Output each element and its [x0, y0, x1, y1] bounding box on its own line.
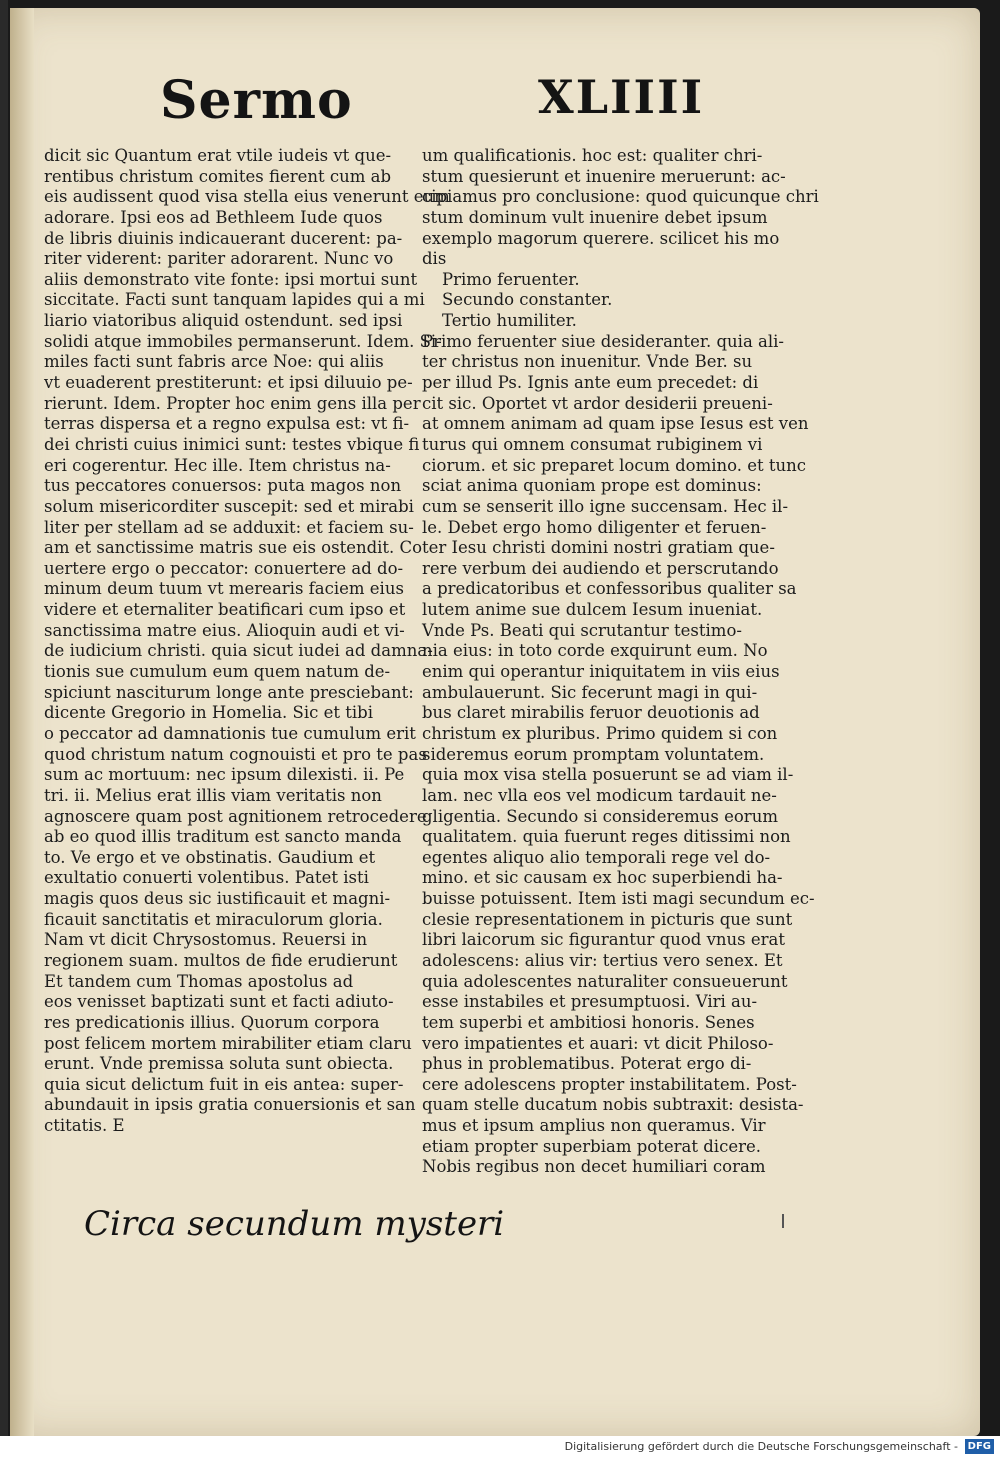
text-line: minum deum tuum vt merearis faciem eius — [44, 579, 404, 599]
text-line: de iudicium christi. quia sicut iudei ad damna- — [44, 641, 433, 661]
text-line: dicit sic Quantum erat vtile iudeis vt que- — [44, 146, 392, 165]
text-line: a predicatoribus et confessoribus qualiter sa — [422, 579, 797, 599]
text-line: agnoscere quam post agnitionem retrocedere — [44, 806, 427, 826]
footer-bar — [0, 1436, 1000, 1458]
text-line: to. Ve ergo et ve obstinatis. Gaudium et — [44, 847, 376, 867]
text-line: terras dispersa et a regno expulsa est: vt fi- — [44, 414, 410, 434]
text-line: lam. nec vlla eos vel modicum tardauit ne- — [422, 785, 777, 805]
text-line: siccitate. Facti sunt tanquam lapides qui a mi — [44, 290, 425, 310]
text-line: lutem anime sue dulcem Iesum inueniat. — [422, 600, 763, 620]
text-line: phus in problematibus. Poterat ergo di- — [422, 1054, 752, 1074]
running-head-left: Sermo — [160, 70, 353, 131]
text-line: eos venisset baptizati sunt et facti adiuto- — [44, 992, 394, 1012]
text-line: liter per stellam ad se adduxit: et faciem su- — [44, 517, 414, 537]
text-line: sideremus eorum promptam voluntatem. — [422, 744, 765, 764]
text-line: quod christum natum cognouisti et pro te pas — [44, 744, 427, 764]
text-line: gligentia. Secundo si consideremus eorum — [422, 806, 778, 826]
text-line: ficauit sanctitatis et miraculorum gloria. — [44, 909, 383, 929]
text-line: Secundo constanter. — [442, 290, 613, 310]
text-line: enim qui operantur iniquitatem in viis eius — [422, 662, 780, 682]
text-line: per illud Ps. Ignis ante eum precedet: di — [422, 373, 759, 393]
text-line: dei christi cuius inimici sunt: testes vbique fi — [44, 434, 420, 454]
text-line: eri cogerentur. Hec ille. Item christus na- — [44, 455, 391, 475]
text-line: quam stelle ducatum nobis subtraxit: desista- — [422, 1095, 804, 1115]
text-line: eis audissent quod visa stella eius venerunt eum — [44, 187, 450, 207]
text-line: christum ex pluribus. Primo quidem si con — [422, 723, 778, 743]
section-heading-closing: Circa secundum mysteri — [84, 1204, 505, 1244]
text-line: cipiamus pro conclusione: quod quicunque chri — [422, 187, 819, 207]
text-line: solum misericorditer suscepit: sed et mirabi — [44, 496, 414, 516]
text-line: aliis demonstrato vite fonte: ipsi mortui sunt — [44, 269, 418, 289]
text-line: sum ac mortuum: nec ipsum dilexisti. ii. Pe — [44, 765, 405, 785]
text-line: Primo feruenter siue desideranter. quia ali- — [422, 331, 785, 351]
margin-mark — [782, 1214, 784, 1228]
text-line: am et sanctissime matris sue eis ostendit. Co — [44, 538, 423, 558]
text-line: ab eo quod illis traditum est sancto manda — [44, 827, 402, 847]
text-line: buisse potuissent. Item isti magi secundum ec- — [422, 889, 815, 909]
text-line: le. Debet ergo homo diligenter et feruen- — [422, 517, 767, 537]
text-line: exultatio conuerti volentibus. Patet isti — [44, 868, 369, 888]
text-line: rere verbum dei audiendo et perscrutando — [422, 558, 779, 578]
text-line: regionem suam. multos de fide erudierunt — [44, 950, 398, 970]
text-line: liario viatoribus aliquid ostendunt. sed ipsi — [44, 311, 403, 331]
text-line: clesie representationem in picturis que sunt — [422, 909, 793, 929]
text-line: Tertio humiliter. — [442, 311, 577, 331]
left-text-column — [44, 146, 450, 1137]
text-line: Nam vt dicit Chrysostomus. Reuersi in — [44, 930, 368, 950]
text-line: Vnde Ps. Beati qui scrutantur testimo- — [422, 620, 742, 640]
page-gutter — [10, 8, 34, 1436]
text-line: stum dominum vult inuenire debet ipsum — [422, 207, 768, 227]
text-line: vt euaderent prestiterunt: et ipsi diluuio pe- — [44, 373, 413, 393]
text-line: res predicationis illius. Quorum corpora — [44, 1012, 380, 1032]
text-line: exemplo magorum querere. scilicet his mo — [422, 228, 780, 248]
text-line: etiam propter superbiam poterat dicere. — [422, 1136, 761, 1156]
text-line: stum quesierunt et inuenire meruerunt: ac- — [422, 166, 786, 186]
dfg-logo: DFG — [965, 1439, 994, 1454]
text-line: ter Iesu christi domini nostri gratiam que- — [422, 538, 775, 558]
text-line: mino. et sic causam ex hoc superbiendi ha- — [422, 868, 783, 888]
text-line: quia adolescentes naturaliter consueuerunt — [422, 971, 788, 991]
text-line: spiciunt nasciturum longe ante presciebant: — [44, 682, 414, 702]
text-line: sanctissima matre eius. Alioquin audi et vi- — [44, 620, 405, 640]
text-line: ciorum. et sic preparet locum domino. et tunc — [422, 455, 807, 475]
text-line: quia sicut delictum fuit in eis antea: super- — [44, 1074, 404, 1094]
text-line: Nobis regibus non decet humiliari coram — [422, 1157, 766, 1177]
book-edge — [0, 0, 8, 1440]
text-line: turus qui omnem consumat rubiginem vi — [422, 434, 763, 454]
text-line: magis quos deus sic iustificauit et magni- — [44, 889, 391, 909]
text-line: tem superbi et ambitiosi honoris. Senes — [422, 1012, 755, 1032]
text-line: bus claret mirabilis feruor deuotionis ad — [422, 703, 760, 723]
text-line: dis — [422, 249, 447, 269]
text-line: sciat anima quoniam prope est dominus: — [422, 476, 762, 496]
text-line: tionis sue cumulum eum quem natum de- — [44, 662, 391, 682]
text-line: uertere ergo o peccator: conuertere ad do- — [44, 558, 404, 578]
text-line: cum se senserit illo igne succensam. Hec il- — [422, 496, 789, 516]
text-line: egentes aliquo alio temporali rege vel do- — [422, 847, 771, 867]
text-line: Primo feruenter. — [442, 269, 580, 289]
text-line: rierunt. Idem. Propter hoc enim gens illa per — [44, 393, 421, 413]
text-line: ctitatis. E — [44, 1116, 125, 1136]
text-line: mus et ipsum amplius non queramus. Vir — [422, 1116, 766, 1136]
text-line: nia eius: in toto corde exquirunt eum. No — [422, 641, 768, 661]
text-line: abundauit in ipsis gratia conuersionis et san — [44, 1095, 416, 1115]
text-line: ter christus non inuenitur. Vnde Ber. su — [422, 352, 753, 372]
folio-number: XLIIII — [538, 70, 705, 124]
text-line: o peccator ad damnationis tue cumulum erit — [44, 723, 416, 743]
text-line: dicente Gregorio in Homelia. Sic et tibi — [44, 703, 374, 723]
text-line: qualitatem. quia fuerunt reges ditissimi non — [422, 827, 791, 847]
right-text-column — [422, 146, 819, 1178]
book-page — [10, 8, 980, 1436]
text-line: Et tandem cum Thomas apostolus ad — [44, 971, 354, 991]
text-line: post felicem mortem mirabiliter etiam claru — [44, 1033, 412, 1053]
text-line: erunt. Vnde premissa soluta sunt obiecta. — [44, 1054, 394, 1074]
text-line: videre et eternaliter beatificari cum ipso et — [44, 600, 406, 620]
text-line: libri laicorum sic figurantur quod vnus erat — [422, 930, 785, 950]
text-line: tri. ii. Melius erat illis viam veritatis non — [44, 785, 382, 805]
text-line: at omnem animam ad quam ipse Iesus est ven — [422, 414, 809, 434]
text-line: quia mox visa stella posuerunt se ad viam il- — [422, 765, 794, 785]
text-line: miles facti sunt fabris arce Noe: qui aliis — [44, 352, 384, 372]
text-line: adorare. Ipsi eos ad Bethleem Iude quos — [44, 207, 383, 227]
text-line: cere adolescens propter instabilitatem. Post- — [422, 1074, 797, 1094]
text-line: vero impatientes et auari: vt dicit Philoso- — [422, 1033, 774, 1053]
text-line: um qualificationis. hoc est: qualiter chri- — [422, 146, 763, 165]
text-line: esse instabiles et presumptuosi. Viri au- — [422, 992, 758, 1012]
text-line: solidi atque immobiles permanserunt. Idem. Si- — [44, 331, 442, 351]
funding-credit: Digitalisierung gefördert durch die Deutsche Forschungsgemeinschaft - — [564, 1440, 958, 1453]
text-line: adolescens: alius vir: tertius vero senex. Et — [422, 950, 783, 970]
text-line: cit sic. Oportet vt ardor desiderii preueni- — [422, 393, 773, 413]
text-line: ambulauerunt. Sic fecerunt magi in qui- — [422, 682, 758, 702]
text-line: de libris diuinis indicauerant ducerent: pa- — [44, 228, 403, 248]
text-line: riter viderent: pariter adorarent. Nunc vo — [44, 249, 394, 269]
text-line: tus peccatores conuersos: puta magos non — [44, 476, 402, 496]
text-line: rentibus christum comites fierent cum ab — [44, 166, 392, 186]
